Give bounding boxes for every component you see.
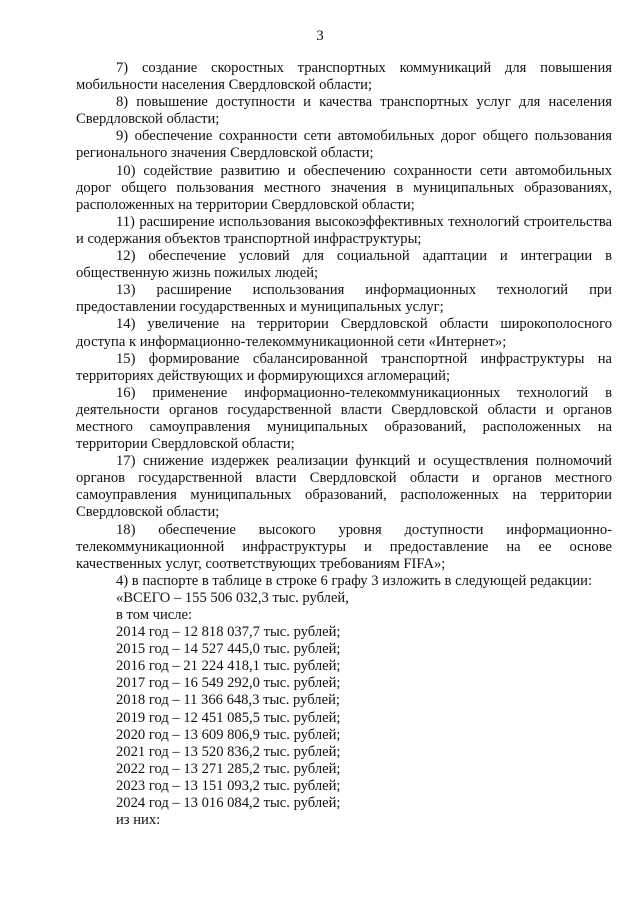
paragraph-item-14: 14) увеличение на территории Свердловской области широкополосного доступа к информационно-телекоммуникационной сети «Интернет»; — [76, 316, 612, 350]
year-line-2020: 2020 год – 13 609 806,9 тыс. рублей; — [116, 726, 341, 743]
page-number: 3 — [316, 28, 324, 44]
year-line-2018: 2018 год – 11 366 648,3 тыс. рублей; — [116, 692, 340, 709]
year-line-2017: 2017 год – 16 549 292,0 тыс. рублей; — [116, 675, 341, 692]
paragraph-item-18: 18) обеспечение высокого уровня доступности информационно-телекоммуникационной инфраструктуры и предоставление на ее основе качественных услуг, соответствующих требованиям FIFA»; — [76, 521, 612, 572]
year-line-2016: 2016 год – 21 224 418,1 тыс. рублей; — [116, 658, 341, 675]
paragraph-item-9: 9) обеспечение сохранности сети автомобильных дорог общего пользования регионального значения Свердловской области; — [76, 128, 612, 162]
document-body — [76, 60, 612, 829]
paragraph-item-16: 16) применение информационно-телекоммуникационных технологий в деятельности органов государственной власти Свердловской области и органов местного самоуправления муниципальных образований, расположенных на территории Свердловской области; — [76, 384, 612, 453]
paragraph-item-8: 8) повышение доступности и качества транспортных услуг для населения Свердловской области; — [76, 94, 612, 128]
paragraph-item-11: 11) расширение использования высокоэффективных технологий строительства и содержания объектов транспортной инфраструктуры; — [76, 213, 612, 247]
paragraph-amendment-4: 4) в паспорте в таблице в строке 6 графу 3 изложить в следующей редакции: — [116, 572, 592, 589]
total-line: «ВСЕГО – 155 506 032,3 тыс. рублей, — [116, 589, 349, 606]
year-line-2019: 2019 год – 12 451 085,5 тыс. рублей; — [116, 709, 341, 726]
of-them-label: из них: — [116, 812, 161, 829]
paragraph-item-10: 10) содействие развитию и обеспечению сохранности сети автомобильных дорог общего пользования местного значения в муниципальных образованиях, расположенных на территории Свердловской области; — [76, 162, 612, 213]
paragraph-item-12: 12) обеспечение условий для социальной адаптации и интеграции в общественную жизнь пожилых людей; — [76, 248, 612, 282]
year-line-2015: 2015 год – 14 527 445,0 тыс. рублей; — [116, 641, 341, 658]
year-line-2024: 2024 год – 13 016 084,2 тыс. рублей; — [116, 795, 341, 812]
year-line-2022: 2022 год – 13 271 285,2 тыс. рублей; — [116, 760, 341, 777]
year-line-2014: 2014 год – 12 818 037,7 тыс. рублей; — [116, 624, 341, 641]
paragraph-item-13: 13) расширение использования информационных технологий при предоставлении государственных и муниципальных услуг; — [76, 282, 612, 316]
paragraph-item-15: 15) формирование сбалансированной транспортной инфраструктуры на территориях действующих и формирующихся агломераций; — [76, 350, 612, 384]
including-label: в том числе: — [116, 607, 193, 623]
paragraph-item-17: 17) снижение издержек реализации функций и осуществления полномочий органов государственной власти Свердловской области и органов местного самоуправления муниципальных образований, расположенных на территории Свердловской области; — [76, 453, 612, 521]
year-line-2023: 2023 год – 13 151 093,2 тыс. рублей; — [116, 777, 341, 794]
paragraph-item-7: 7) создание скоростных транспортных коммуникаций для повышения мобильности населения Свердловской области; — [76, 60, 612, 94]
year-line-2021: 2021 год – 13 520 836,2 тыс. рублей; — [116, 743, 341, 760]
